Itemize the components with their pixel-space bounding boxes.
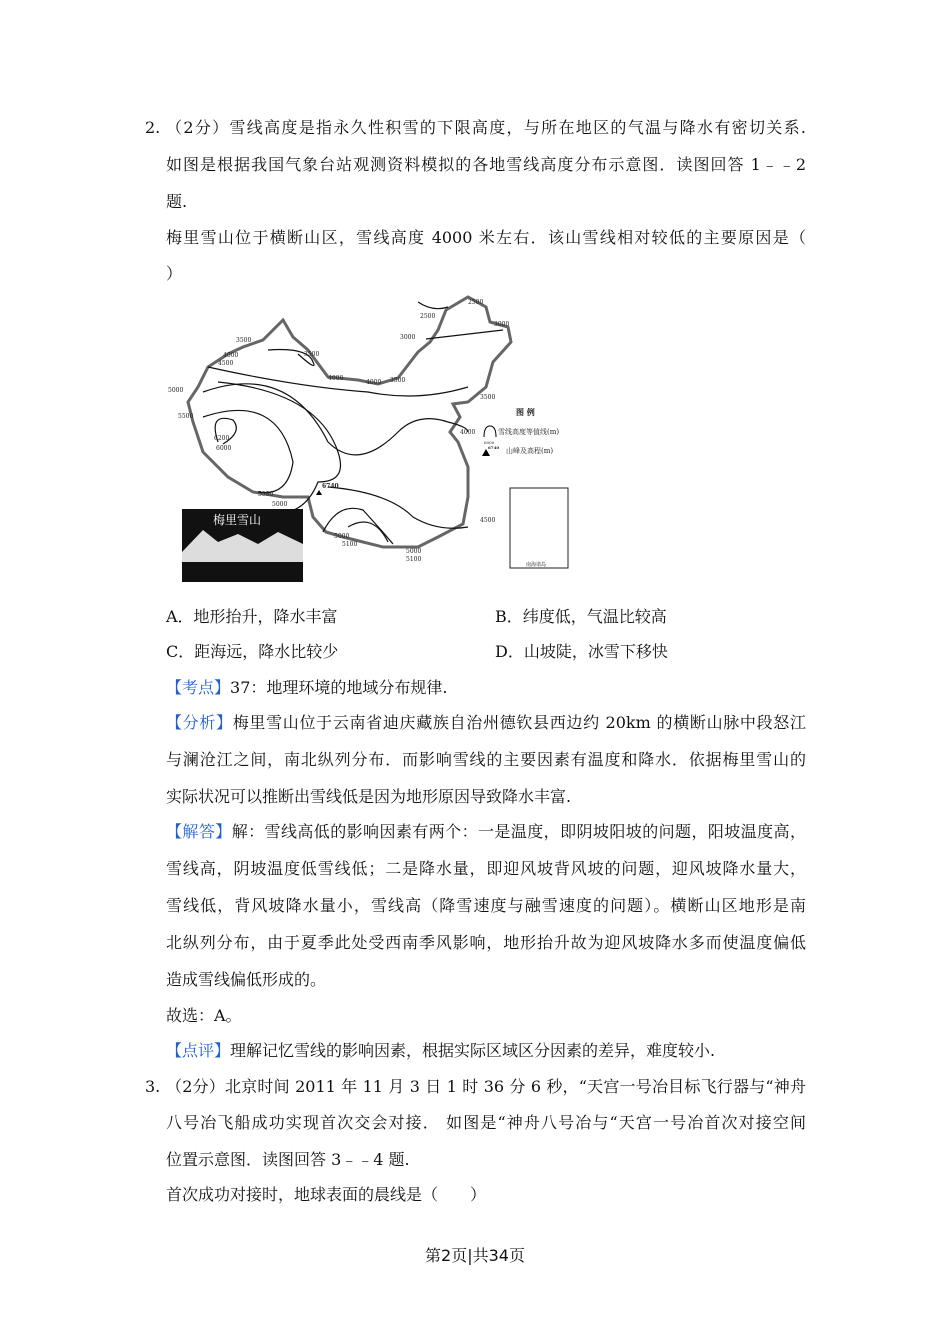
legend-sample: 6000 (484, 440, 495, 445)
q2-line: 如图是根据我国气象台站观测资料模拟的各地雪线高度分布示意图．读图回答 1﹣﹣2 (166, 155, 806, 174)
kaodian-tag: 【考点】 (166, 678, 231, 697)
contour-label: 3000 (494, 321, 510, 328)
contour-label: 4000 (460, 429, 476, 436)
contour-label: 4500 (480, 517, 496, 524)
contour-label: 5000 (272, 501, 288, 508)
kaodian (166, 677, 447, 699)
contour-label: 6200 (214, 435, 230, 442)
fenxi-text: 与澜沧江之间，南北纵列分布．而影响雪线的主要因素有温度和降水．依据梅里雪山的 (166, 750, 806, 769)
jieda-text: 北纵列分布，由于夏季此处受西南季风影响，地形抬升故为迎风坡降水多而使温度偏低 (166, 933, 806, 952)
contour-label: 3500 (390, 377, 406, 384)
q2-line: 梅里雪山位于横断山区，雪线高度 4000 米左右．该山雪线相对较低的主要原因是（ (166, 228, 806, 247)
contour-label: 3500 (236, 337, 252, 344)
page-footer: 第2页|共34页 (425, 1246, 525, 1265)
option-c: C．距海远，降水比较少 (166, 642, 339, 661)
contour-label: 5100 (342, 541, 358, 548)
dianping-text: 理解记忆雪线的影响因素，根据实际区域区分因素的差异，难度较小. (230, 1041, 716, 1060)
fenxi-text: 实际状况可以推断出雪线低是因为地形原因导致降水丰富. (166, 787, 572, 806)
jieda-text: 雪线低，背风坡降水量小，雪线高（降雪速度与融雪速度的问题）。横断山区地形是南 (166, 896, 806, 915)
peak-legend-icon (482, 449, 490, 456)
q3-line: （2分）北京时间 2011 年 11 月 3 日 1 时 36 分 6 秒，“天宫一号冶目标飞行器与“神舟 (166, 1077, 806, 1096)
contour-label: 5100 (406, 556, 422, 563)
option-a: A．地形抬升，降水丰富 (166, 607, 338, 626)
contour-label: 5000 (168, 387, 184, 394)
contour-label: 4000 (366, 379, 382, 386)
q3-line: 首次成功对接时，地球表面的晨线是（ ） (166, 1185, 487, 1204)
south-china-sea-inset (510, 488, 568, 568)
peak-icon (316, 490, 322, 495)
fenxi-tag: 【分析】 (166, 713, 233, 732)
peak-label: 6740 (322, 483, 339, 490)
option-d: D．山坡陡，冰雪下移快 (495, 642, 668, 661)
legend-sample: 6740 (488, 445, 500, 450)
q2-line: 题. (166, 192, 188, 211)
contour-label: 4000 (328, 375, 344, 382)
legend-peak: 山峰及高程(m) (506, 447, 554, 455)
dianping-tag: 【点评】 (166, 1041, 231, 1060)
contour-label: 3000 (400, 334, 416, 341)
contour-label: 2500 (468, 299, 484, 306)
jieda-tag: 【解答】 (166, 822, 232, 841)
fenxi-text: 梅里雪山位于云南省迪庆藏族自治州德钦县西边约 20km 的横断山脉中段怒江 (232, 713, 806, 732)
q3-line: 位置示意图．读图回答 3﹣﹣4 题. (166, 1150, 410, 1169)
jieda-text: 造成雪线偏低形成的。 (166, 970, 327, 989)
answer-choice: 故选：A。 (166, 1006, 242, 1025)
jieda-text: 雪线高，阴坡温度低雪线低；二是降水量，即迎风坡背风坡的问题，迎风坡降水量大， (166, 859, 806, 878)
q2-line: ） (166, 264, 183, 283)
contour-label: 2500 (420, 313, 436, 320)
contour-label: 4500 (218, 360, 234, 367)
question-number: 3. (145, 1077, 161, 1096)
question-number: 2. (145, 118, 161, 137)
dianping (166, 1040, 715, 1062)
contour-legend-icon (484, 426, 496, 437)
contour-label: 5500 (178, 413, 194, 420)
kaodian-text: 37：地理环境的地域分布规律. (230, 678, 448, 697)
jieda-text: 解：雪线高低的影响因素有两个：一是温度，即阴坡阳坡的问题，阳坡温度高， (231, 822, 806, 841)
contour-label: 4000 (223, 352, 239, 359)
legend-title: 图 例 (516, 407, 535, 417)
legend-contour: 雪线高度等值线(m) (498, 428, 560, 436)
jieda (166, 821, 806, 843)
fenxi (166, 712, 806, 734)
option-b: B．纬度低，气温比较高 (495, 607, 667, 626)
contour-label: 3500 (480, 394, 496, 401)
contour-label: 3500 (304, 351, 320, 358)
contour-label: 5500 (258, 491, 274, 498)
contour-label: 5000 (334, 533, 350, 540)
contour-label: 5000 (406, 548, 422, 555)
q3-line: 八号冶飞船成功实现首次交会对接． 如图是“神舟八号冶与“天宫一号冶首次对接空间 (166, 1113, 806, 1132)
inset-label: 南海诸岛 (526, 562, 547, 568)
snowline-map (168, 292, 588, 582)
q2-line: （2分）雪线高度是指永久性积雪的下限高度，与所在地区的气温与降水有密切关系. (166, 118, 806, 137)
photo-title: 梅里雪山 (213, 513, 262, 527)
contour-label: 6000 (216, 445, 232, 452)
